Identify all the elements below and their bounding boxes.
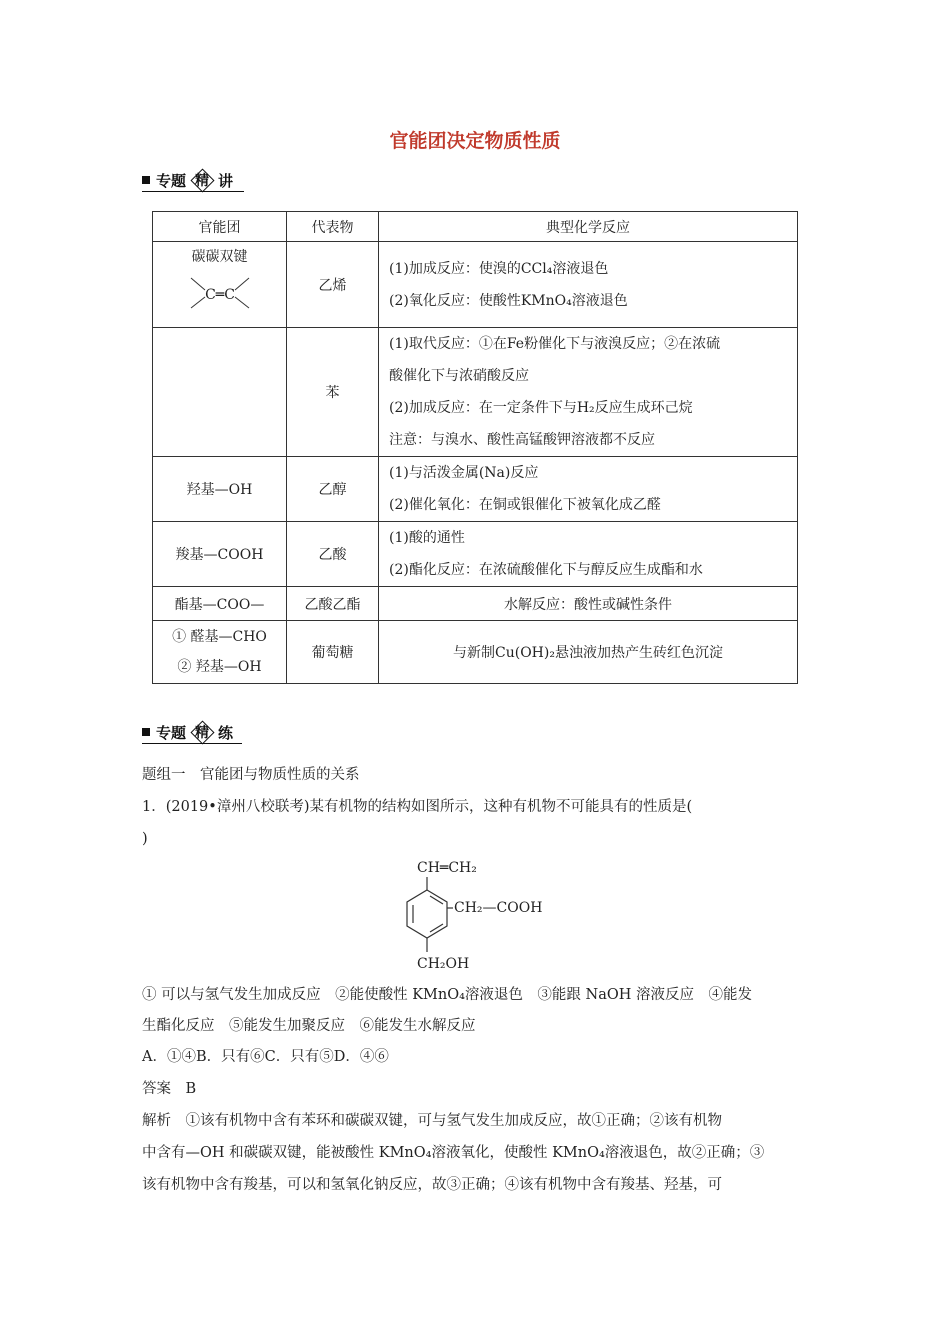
answer-options: A．①④B．只有⑥C．只有⑤D．④⑥: [142, 1049, 389, 1065]
section-badge-char: 精: [195, 173, 210, 189]
molecule-structure-diagram: [380, 850, 580, 980]
section-prefix: 专题: [156, 171, 187, 190]
section-suffix: 练: [218, 723, 234, 742]
properties-line-1: ① 可以与氢气发生加成反应 ②能使酸性 KMnO₄溶液退色 ③能跟 NaOH 溶液反应 ④能发: [142, 987, 753, 1003]
reaction-line: (1)取代反应：①在Fe粉催化下与液溴反应；②在浓硫: [389, 336, 721, 352]
group-line: ① 醛基—CHO: [172, 629, 267, 645]
group-cell: 羟基—OH: [153, 457, 287, 522]
question-1-paren: ): [142, 831, 148, 847]
square-bullet-icon: [142, 728, 150, 736]
section-underline: [142, 743, 242, 744]
header-group: 官能团: [153, 212, 287, 242]
functional-group-table: [152, 211, 798, 684]
rep-cell: 乙烯: [287, 242, 379, 328]
rep-cell: 葡萄糖: [287, 621, 379, 684]
group-cell: [153, 242, 287, 328]
rep-cell: 乙酸: [287, 522, 379, 587]
reaction-line: (1)加成反应：使溴的CCl₄溶液退色: [389, 260, 609, 277]
carboxymethyl-group-label: CH₂—COOH: [454, 900, 543, 916]
reaction-cell: 水解反应：酸性或碱性条件: [379, 587, 798, 621]
analysis-line: 解析 ①该有机物中含有苯环和碳碳双键，可与氢气发生加成反应，故①正确；②该有机物: [142, 1113, 722, 1129]
question-1-text: 1．(2019•漳州八校联考)某有机物的结构如图所示，这种有机物不可能具有的性质是(: [142, 799, 693, 815]
rep-cell: 乙醇: [287, 457, 379, 522]
group-cell: [153, 328, 287, 457]
table-row: [153, 242, 798, 328]
reaction-cell: [379, 328, 798, 457]
double-bond-structure-icon: [153, 242, 286, 327]
group-line: ② 羟基—OH: [177, 659, 262, 675]
group-cell: 酯基—COO—: [153, 587, 287, 621]
vinyl-group-label: CH═CH₂: [417, 860, 477, 876]
table-row: [153, 587, 798, 621]
reaction-cell: [379, 242, 798, 328]
table-row: [153, 621, 798, 684]
table-row: [153, 457, 798, 522]
analysis-line: 该有机物中含有羧基，可以和氢氧化钠反应，故③正确；④该有机物中含有羧基、羟基，可: [142, 1177, 722, 1193]
section-header-practice: [142, 720, 242, 744]
hydroxymethyl-group-label: CH₂OH: [417, 956, 470, 972]
section-underline: [142, 191, 244, 192]
section-prefix: 专题: [156, 723, 187, 742]
table-header-row: [153, 212, 798, 242]
reaction-line: 注意：与溴水、酸性高锰酸钾溶液都不反应: [389, 432, 655, 448]
rep-cell: 乙酸乙酯: [287, 587, 379, 621]
header-rep: 代表物: [287, 212, 379, 242]
reaction-line: (2)催化氧化：在铜或银催化下被氧化成乙醛: [389, 497, 661, 513]
page-title: 官能团决定物质性质: [389, 130, 561, 152]
reaction-line: (2)氧化反应：使酸性KMnO₄溶液退色: [389, 292, 628, 309]
table-row: [153, 522, 798, 587]
section-header-lecture: [142, 168, 244, 192]
rep-cell: 苯: [287, 328, 379, 457]
group-cell: 羧基—COOH: [153, 522, 287, 587]
reaction-line: (1)酸的通性: [389, 530, 465, 546]
table-row: [153, 328, 798, 457]
reaction-line: (2)酯化反应：在浓硫酸催化下与醇反应生成酯和水: [389, 562, 703, 578]
header-reaction: 典型化学反应: [379, 212, 798, 242]
square-bullet-icon: [142, 176, 150, 184]
analysis-line: 中含有—OH 和碳碳双键，能被酸性 KMnO₄溶液氧化，使酸性 KMnO₄溶液退色，故②正确；③: [142, 1145, 765, 1161]
answer: 答案 B: [142, 1081, 197, 1097]
reaction-line: (1)与活泼金属(Na)反应: [389, 465, 539, 481]
reaction-cell: 与新制Cu(OH)₂悬浊液加热产生砖红色沉淀: [379, 621, 798, 684]
reaction-line: 酸催化下与浓硝酸反应: [389, 368, 529, 384]
exercise-group-title: 题组一 官能团与物质性质的关系: [142, 767, 360, 783]
double-bond-label: C═C: [205, 287, 235, 303]
section-badge-char: 精: [195, 725, 210, 741]
reaction-cell: [379, 457, 798, 522]
group-cell: [153, 621, 287, 684]
group-name: 碳碳双键: [191, 249, 248, 265]
properties-line-2: 生酯化反应 ⑤能发生加聚反应 ⑥能发生水解反应: [142, 1018, 476, 1034]
diamond-badge-icon: [188, 169, 216, 191]
diamond-badge-icon: [188, 721, 216, 743]
reaction-line: (2)加成反应：在一定条件下与H₂反应生成环己烷: [389, 400, 693, 416]
section-suffix: 讲: [218, 171, 234, 190]
reaction-cell: [379, 522, 798, 587]
